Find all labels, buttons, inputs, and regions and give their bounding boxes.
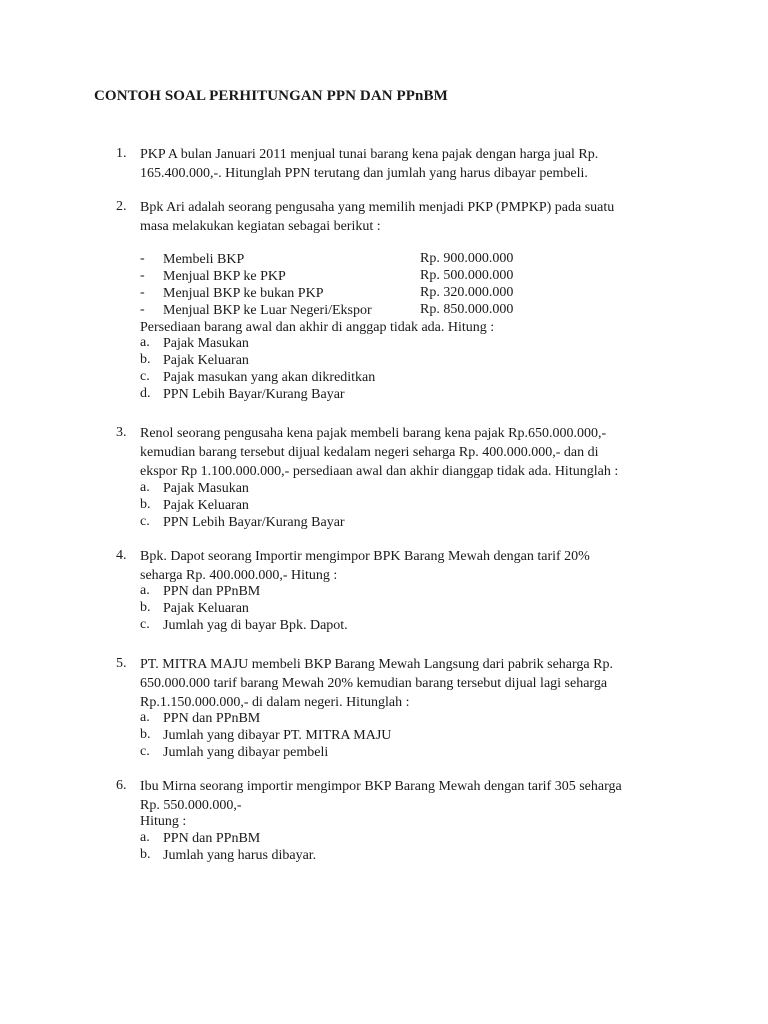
question-text-line: Ibu Mirna seorang importir mengimpor BKP Barang Mewah dengan tarif 305 seharga [140,779,622,794]
item-text: PPN dan PPnBM [163,711,261,726]
question-text-line: Rp. 550.000.000,- [140,798,242,813]
item-letter: b. [140,600,151,615]
item-letter: d. [140,386,151,401]
question-text-line: Hitung : [140,814,187,829]
item-letter: b. [140,497,151,512]
question-text-line: Rp.1.150.000.000,- di dalam negeri. Hitunglah : [140,695,410,710]
item-letter: c. [140,514,150,529]
activity-label: Menjual BKP ke Luar Negeri/Ekspor [163,303,372,318]
question-text-line: 165.400.000,-. Hitunglah PPN terutang dan jumlah yang harus dibayar pembeli. [140,166,588,181]
question-number: 4. [116,548,127,563]
item-text: PPN dan PPnBM [163,584,261,599]
item-text: Pajak Masukan [163,481,249,496]
item-text: Jumlah yang harus dibayar. [163,848,317,863]
activity-label: Menjual BKP ke PKP [163,269,286,284]
item-text: PPN dan PPnBM [163,831,261,846]
dash-marker: - [140,251,145,266]
item-text: Pajak Keluaran [163,601,249,616]
question-number: 2. [116,199,127,214]
activity-amount: Rp. 900.000.000 [420,251,514,266]
item-letter: a. [140,710,150,725]
question-text-line: Persediaan barang awal dan akhir di anggap tidak ada. Hitung : [140,320,495,335]
question-text-line: Renol seorang pengusaha kena pajak membeli barang kena pajak Rp.650.000.000,- [140,426,607,441]
item-letter: c. [140,744,150,759]
activity-amount: Rp. 500.000.000 [420,268,514,283]
question-text-line: masa melakukan kegiatan sebagai berikut : [140,219,381,234]
item-text: Jumlah yag di bayar Bpk. Dapot. [163,618,348,633]
item-text: Pajak Keluaran [163,498,249,513]
question-text-line: ekspor Rp 1.100.000.000,- persediaan awal dan akhir dianggap tidak ada. Hitunglah : [140,464,619,479]
activity-label: Membeli BKP [163,252,245,267]
item-text: PPN Lebih Bayar/Kurang Bayar [163,515,345,530]
item-text: PPN Lebih Bayar/Kurang Bayar [163,387,345,402]
item-letter: a. [140,583,150,598]
item-text: Pajak Keluaran [163,353,249,368]
item-letter: b. [140,727,151,742]
item-text: Pajak Masukan [163,336,249,351]
item-letter: b. [140,352,151,367]
item-letter: a. [140,830,150,845]
item-letter: a. [140,480,150,495]
activity-amount: Rp. 850.000.000 [420,302,514,317]
item-text: Jumlah yang dibayar PT. MITRA MAJU [163,728,392,743]
dash-marker: - [140,302,145,317]
item-letter: c. [140,369,150,384]
question-number: 1. [116,146,127,161]
dash-marker: - [140,285,145,300]
item-text: Pajak masukan yang akan dikreditkan [163,370,376,385]
question-number: 3. [116,425,127,440]
item-letter: b. [140,847,151,862]
question-text-line: Bpk. Dapot seorang Importir mengimpor BPK Barang Mewah dengan tarif 20% [140,549,590,564]
item-letter: a. [140,335,150,350]
question-number: 5. [116,656,127,671]
dash-marker: - [140,268,145,283]
question-text-line: PKP A bulan Januari 2011 menjual tunai barang kena pajak dengan harga jual Rp. [140,147,599,162]
question-number: 6. [116,778,127,793]
question-text-line: 650.000.000 tarif barang Mewah 20% kemudian barang tersebut dijual lagi seharga [140,676,608,691]
question-text-line: PT. MITRA MAJU membeli BKP Barang Mewah Langsung dari pabrik seharga Rp. [140,657,613,672]
item-letter: c. [140,617,150,632]
activity-label: Menjual BKP ke bukan PKP [163,286,324,301]
activity-amount: Rp. 320.000.000 [420,285,514,300]
question-text-line: seharga Rp. 400.000.000,- Hitung : [140,568,338,583]
document-title: CONTOH SOAL PERHITUNGAN PPN DAN PPnBM [94,88,448,104]
question-text-line: Bpk Ari adalah seorang pengusaha yang memilih menjadi PKP (PMPKP) pada suatu [140,200,615,215]
question-text-line: kemudian barang tersebut dijual kedalam negeri seharga Rp. 400.000.000,- dan di [140,445,599,460]
item-text: Jumlah yang dibayar pembeli [163,745,329,760]
